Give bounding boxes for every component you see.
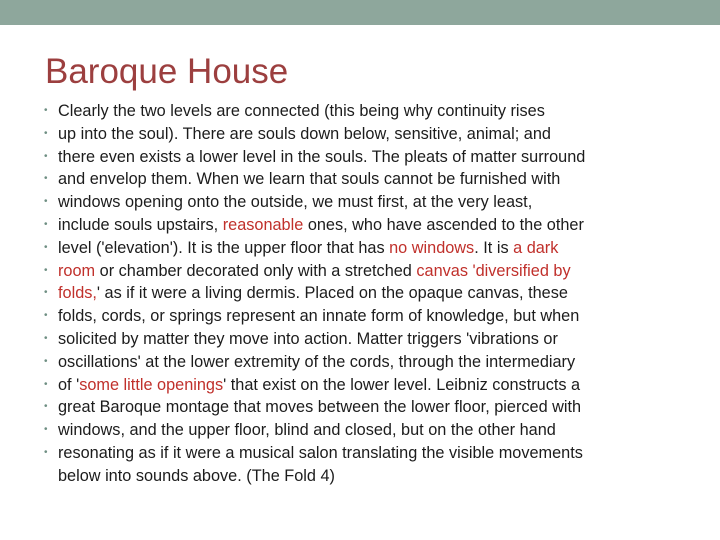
bullet-dot-icon: • xyxy=(44,378,48,390)
text-segment: oscillations' at the lower extremity of the cords, through the intermediary xyxy=(58,352,576,371)
highlighted-phrase: reasonable xyxy=(222,215,304,234)
bullet-dot-icon: • xyxy=(44,218,48,230)
text-segment: ' as if it were a living dermis. Placed on the opaque canvas, these xyxy=(96,284,568,303)
text-segment: windows, and the upper floor, blind and closed, but on the other hand xyxy=(58,421,556,440)
text-line xyxy=(44,168,684,191)
bullet-dot-icon: • xyxy=(44,446,48,458)
bullet-dot-icon: • xyxy=(44,264,48,276)
bullet-dot-icon: • xyxy=(44,355,48,367)
text-line xyxy=(44,374,684,397)
text-segment: folds, cords, or springs represent an innate form of knowledge, but when xyxy=(58,307,580,326)
text-segment: . It is xyxy=(474,238,514,257)
text-segment: up into the soul). There are souls down below, sensitive, animal; and xyxy=(58,124,551,143)
highlighted-phrase: canvas 'diversified by xyxy=(416,261,571,280)
highlighted-phrase: no windows xyxy=(389,238,475,257)
text-line xyxy=(44,465,684,488)
bullet-dot-icon: • xyxy=(44,127,48,139)
text-line xyxy=(44,282,684,305)
text-segment: level ('elevation'). It is the upper floor that has xyxy=(58,238,390,257)
text-segment: windows opening onto the outside, we must first, at the very least, xyxy=(58,193,533,212)
text-segment: or chamber decorated only with a stretched xyxy=(95,261,417,280)
text-segment: include souls upstairs, xyxy=(58,215,223,234)
text-segment: solicited by matter they move into action. Matter triggers 'vibrations or xyxy=(58,329,558,348)
text-line xyxy=(44,214,684,237)
top-accent-bar xyxy=(0,0,720,25)
text-line xyxy=(44,237,684,260)
bullet-dot-icon: • xyxy=(44,332,48,344)
bullet-dot-icon: • xyxy=(44,401,48,413)
highlighted-phrase: room xyxy=(58,261,96,280)
text-line xyxy=(44,442,684,465)
text-line xyxy=(44,305,684,328)
text-line xyxy=(44,146,684,169)
bullet-list xyxy=(44,100,684,488)
text-line xyxy=(44,123,684,146)
text-segment: Clearly the two levels are connected (this being why continuity rises xyxy=(58,102,545,120)
text-line xyxy=(44,351,684,374)
text-segment: resonating as if it were a musical salon translating the visible movements xyxy=(58,443,583,462)
text-segment: and envelop them. When we learn that souls cannot be furnished with xyxy=(58,170,561,189)
text-segment: great Baroque montage that moves between the lower floor, pierced with xyxy=(58,398,582,417)
bullet-dot-icon: • xyxy=(44,196,48,208)
bullet-dot-icon: • xyxy=(44,105,48,116)
highlighted-phrase: folds, xyxy=(58,284,97,303)
slide-title: Baroque House xyxy=(45,52,289,91)
bullet-dot-icon: • xyxy=(44,287,48,299)
text-line xyxy=(44,100,684,123)
text-line xyxy=(44,328,684,351)
highlighted-phrase: some little openings xyxy=(79,375,224,394)
text-line xyxy=(44,419,684,442)
text-line xyxy=(44,396,684,419)
bullet-dot-icon: • xyxy=(44,241,48,253)
highlighted-phrase: a dark xyxy=(513,238,559,257)
text-segment: below into sounds above. (The Fold 4) xyxy=(58,466,335,485)
text-segment: of ' xyxy=(58,375,80,394)
text-segment: there even exists a lower level in the souls. The pleats of matter surround xyxy=(58,147,586,166)
bullet-dot-icon: • xyxy=(44,310,48,322)
text-segment: ones, who have ascended to the other xyxy=(303,215,584,234)
text-segment: ' that exist on the lower level. Leibniz constructs a xyxy=(223,375,581,394)
text-line xyxy=(44,260,684,283)
bullet-dot-icon: • xyxy=(44,424,48,436)
bullet-dot-icon: • xyxy=(44,150,48,162)
bullet-dot-icon: • xyxy=(44,173,48,185)
text-line xyxy=(44,191,684,214)
